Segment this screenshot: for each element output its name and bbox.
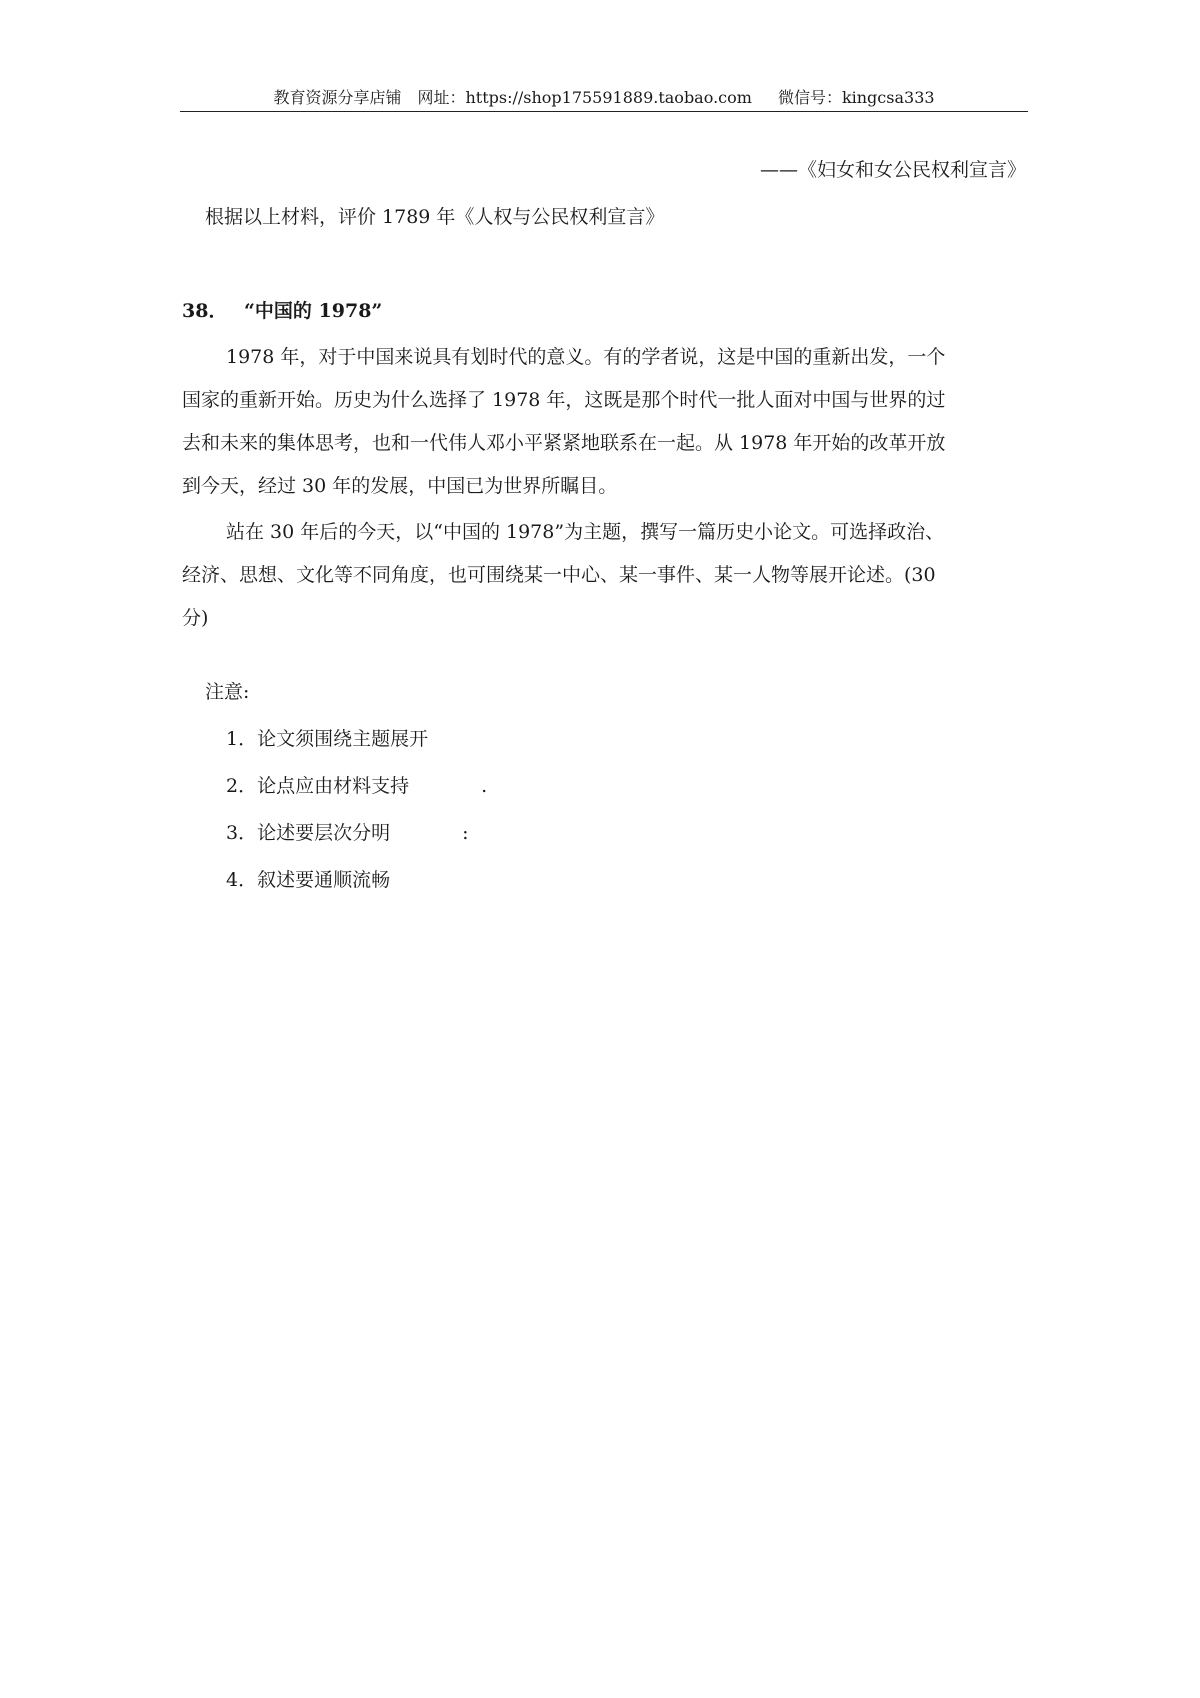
- paragraph-1-line: 1978 年，对于中国来说具有划时代的意义。有的学者说，这是中国的重新出发，一个: [226, 346, 946, 368]
- paragraph-1-line: 国家的重新开始。历史为什么选择了 1978 年，这既是那个时代一批人面对中国与世界的过: [182, 389, 946, 411]
- paragraph-2-line: 分): [182, 607, 209, 629]
- note-text: 1．论文须围绕主题展开: [226, 728, 429, 750]
- note-item: [226, 771, 487, 801]
- note-mark: .: [481, 775, 488, 797]
- note-item: [226, 865, 390, 895]
- note-text: 2．论点应由材料支持: [226, 775, 410, 797]
- question-prompt: 根据以上材料，评价 1789 年《人权与公民权利宣言》: [205, 206, 665, 228]
- paragraph-2-line: 站在 30 年后的今天，以“中国的 1978”为主题，撰写一篇历史小论文。可选择政治、: [226, 521, 945, 543]
- note-mark: :: [462, 822, 469, 844]
- header-shop-name: 教育资源分享店铺: [273, 88, 402, 107]
- paragraph-2-line: 经济、思想、文化等不同角度，也可围绕某一中心、某一事件、某一人物等展开论述。(30: [182, 564, 936, 586]
- notes-label: 注意:: [205, 681, 250, 703]
- note-text: 3．论述要层次分明: [226, 822, 391, 844]
- note-item: [226, 818, 469, 848]
- note-text: 4．叙述要通顺流畅: [226, 869, 391, 891]
- page-header: [180, 84, 1028, 112]
- note-item: [226, 724, 428, 754]
- question-heading: [182, 296, 382, 326]
- question-number: 38．: [182, 300, 228, 322]
- header-website: 网址：https://shop175591889.taobao.com: [417, 88, 752, 107]
- paragraph-1-line: 去和未来的集体思考，也和一代伟人邓小平紧紧地联系在一起。从 1978 年开始的改革开放: [182, 432, 946, 454]
- header-divider: [180, 111, 1028, 112]
- question-title: “中国的 1978”: [244, 300, 383, 322]
- paragraph-1-line: 到今天，经过 30 年的发展，中国已为世界所瞩目。: [182, 475, 618, 497]
- source-attribution: ——《妇女和女公民权利宣言》: [759, 159, 1026, 181]
- header-wechat: 微信号：kingcsa333: [777, 88, 935, 107]
